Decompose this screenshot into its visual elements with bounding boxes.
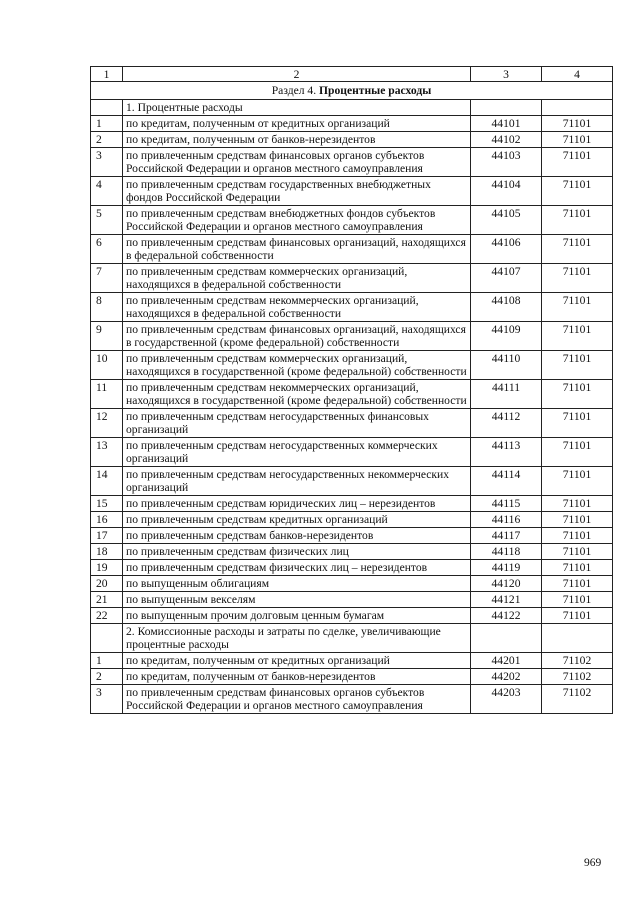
account-code: 44114 — [471, 467, 542, 496]
row-number: 17 — [91, 528, 123, 544]
section-title: Процентные расходы — [319, 84, 432, 97]
group-number-cell — [91, 624, 123, 653]
group-title: 1. Процентные расходы — [123, 100, 471, 116]
row-description: по выпущенным векселям — [123, 592, 471, 608]
symbol-code: 71101 — [542, 576, 613, 592]
group-heading-row — [91, 100, 613, 116]
table-row — [91, 528, 613, 544]
table-row — [91, 608, 613, 624]
row-description: по привлеченным средствам некоммерческих организаций, находящихся в государственной (кроме федеральной) собственности — [123, 380, 471, 409]
section-heading — [91, 82, 613, 100]
row-number: 1 — [91, 653, 123, 669]
symbol-code: 71101 — [542, 608, 613, 624]
symbol-code: 71102 — [542, 685, 613, 714]
row-number: 8 — [91, 293, 123, 322]
table-row — [91, 685, 613, 714]
row-number: 12 — [91, 409, 123, 438]
row-description: по привлеченным средствам физических лиц — [123, 544, 471, 560]
symbol-code: 71101 — [542, 177, 613, 206]
table-row — [91, 409, 613, 438]
account-code: 44201 — [471, 653, 542, 669]
row-number: 13 — [91, 438, 123, 467]
row-description: по привлеченным средствам юридических лиц – нерезидентов — [123, 496, 471, 512]
row-description: по привлеченным средствам банков-нерезидентов — [123, 528, 471, 544]
row-description: по кредитам, полученным от банков-нерезидентов — [123, 669, 471, 685]
row-number: 5 — [91, 206, 123, 235]
column-header-3: 3 — [471, 67, 542, 82]
row-number: 7 — [91, 264, 123, 293]
group-code-cell — [542, 100, 613, 116]
symbol-code: 71101 — [542, 592, 613, 608]
table-row — [91, 653, 613, 669]
row-description: по привлеченным средствам финансовых организаций, находящихся в федеральной собственности — [123, 235, 471, 264]
row-description: по привлеченным средствам коммерческих организаций, находящихся в федеральной собственности — [123, 264, 471, 293]
symbol-code: 71101 — [542, 560, 613, 576]
account-code: 44106 — [471, 235, 542, 264]
account-code: 44108 — [471, 293, 542, 322]
row-number: 21 — [91, 592, 123, 608]
row-number: 6 — [91, 235, 123, 264]
table-row — [91, 576, 613, 592]
row-number: 14 — [91, 467, 123, 496]
classification-table — [90, 66, 613, 714]
account-code: 44121 — [471, 592, 542, 608]
table-row — [91, 235, 613, 264]
row-description: по привлеченным средствам негосударственных финансовых организаций — [123, 409, 471, 438]
group-code-cell — [471, 100, 542, 116]
account-code: 44119 — [471, 560, 542, 576]
section-prefix: Раздел 4. — [271, 84, 317, 97]
symbol-code: 71101 — [542, 235, 613, 264]
account-code: 44202 — [471, 669, 542, 685]
row-number: 10 — [91, 351, 123, 380]
column-header-2: 2 — [123, 67, 471, 82]
symbol-code: 71101 — [542, 409, 613, 438]
row-description: по привлеченным средствам государственных внебюджетных фондов Российской Федерации — [123, 177, 471, 206]
account-code: 44117 — [471, 528, 542, 544]
row-number: 16 — [91, 512, 123, 528]
group-code-cell — [542, 624, 613, 653]
row-description: по выпущенным прочим долговым ценным бумагам — [123, 608, 471, 624]
row-number: 11 — [91, 380, 123, 409]
table-body — [91, 67, 613, 714]
row-description: по выпущенным облигациям — [123, 576, 471, 592]
symbol-code: 71101 — [542, 116, 613, 132]
row-number: 4 — [91, 177, 123, 206]
table-row — [91, 148, 613, 177]
table-row — [91, 116, 613, 132]
account-code: 44112 — [471, 409, 542, 438]
row-number: 22 — [91, 608, 123, 624]
table-row — [91, 177, 613, 206]
row-number: 19 — [91, 560, 123, 576]
account-code: 44120 — [471, 576, 542, 592]
account-code: 44103 — [471, 148, 542, 177]
symbol-code: 71101 — [542, 206, 613, 235]
account-code: 44116 — [471, 512, 542, 528]
table-row — [91, 438, 613, 467]
table-row — [91, 544, 613, 560]
row-description: по привлеченным средствам кредитных организаций — [123, 512, 471, 528]
row-number: 15 — [91, 496, 123, 512]
table-row — [91, 512, 613, 528]
row-description: по привлеченным средствам негосударственных некоммерческих организаций — [123, 467, 471, 496]
row-number: 2 — [91, 669, 123, 685]
symbol-code: 71101 — [542, 380, 613, 409]
account-code: 44122 — [471, 608, 542, 624]
page-number: 969 — [584, 857, 602, 869]
symbol-code: 71101 — [542, 264, 613, 293]
symbol-code: 71101 — [542, 496, 613, 512]
table-row — [91, 380, 613, 409]
table-row — [91, 206, 613, 235]
table-row — [91, 592, 613, 608]
account-code: 44118 — [471, 544, 542, 560]
column-header-1: 1 — [91, 67, 123, 82]
account-code: 44203 — [471, 685, 542, 714]
row-description: по привлеченным средствам некоммерческих организаций, находящихся в федеральной собственности — [123, 293, 471, 322]
table-row — [91, 322, 613, 351]
group-heading-row — [91, 624, 613, 653]
table-row — [91, 560, 613, 576]
symbol-code: 71102 — [542, 653, 613, 669]
symbol-code: 71101 — [542, 438, 613, 467]
account-code: 44115 — [471, 496, 542, 512]
row-description: по кредитам, полученным от кредитных организаций — [123, 116, 471, 132]
account-code: 44104 — [471, 177, 542, 206]
symbol-code: 71102 — [542, 669, 613, 685]
symbol-code: 71101 — [542, 132, 613, 148]
account-code: 44109 — [471, 322, 542, 351]
group-number-cell — [91, 100, 123, 116]
table-row — [91, 669, 613, 685]
row-description: по привлеченным средствам физических лиц – нерезидентов — [123, 560, 471, 576]
table-row — [91, 264, 613, 293]
section-heading-row — [91, 82, 613, 100]
account-code: 44113 — [471, 438, 542, 467]
column-header-4: 4 — [542, 67, 613, 82]
account-code: 44105 — [471, 206, 542, 235]
table-row — [91, 496, 613, 512]
row-number: 3 — [91, 685, 123, 714]
row-number: 20 — [91, 576, 123, 592]
row-description: по привлеченным средствам негосударственных коммерческих организаций — [123, 438, 471, 467]
account-code: 44110 — [471, 351, 542, 380]
symbol-code: 71101 — [542, 512, 613, 528]
table-row — [91, 132, 613, 148]
symbol-code: 71101 — [542, 467, 613, 496]
group-code-cell — [471, 624, 542, 653]
row-description: по привлеченным средствам финансовых органов субъектов Российской Федерации и органов местного самоуправления — [123, 685, 471, 714]
row-description: по кредитам, полученным от кредитных организаций — [123, 653, 471, 669]
symbol-code: 71101 — [542, 528, 613, 544]
account-code: 44102 — [471, 132, 542, 148]
table-row — [91, 351, 613, 380]
account-code: 44101 — [471, 116, 542, 132]
symbol-code: 71101 — [542, 322, 613, 351]
row-number: 18 — [91, 544, 123, 560]
row-description: по привлеченным средствам финансовых органов субъектов Российской Федерации и органов местного самоуправления — [123, 148, 471, 177]
row-description: по привлеченным средствам внебюджетных фондов субъектов Российской Федерации и органов местного самоуправления — [123, 206, 471, 235]
row-number: 2 — [91, 132, 123, 148]
row-description: по привлеченным средствам коммерческих организаций, находящихся в государственной (кроме федеральной) собственности — [123, 351, 471, 380]
account-code: 44111 — [471, 380, 542, 409]
column-header-row — [91, 67, 613, 82]
symbol-code: 71101 — [542, 351, 613, 380]
row-number: 3 — [91, 148, 123, 177]
symbol-code: 71101 — [542, 544, 613, 560]
symbol-code: 71101 — [542, 293, 613, 322]
table-row — [91, 293, 613, 322]
account-code: 44107 — [471, 264, 542, 293]
row-number: 9 — [91, 322, 123, 351]
group-title: 2. Комиссионные расходы и затраты по сделке, увеличивающие процентные расходы — [123, 624, 471, 653]
row-description: по привлеченным средствам финансовых организаций, находящихся в государственной (кроме федеральной) собственности — [123, 322, 471, 351]
row-number: 1 — [91, 116, 123, 132]
row-description: по кредитам, полученным от банков-нерезидентов — [123, 132, 471, 148]
table-row — [91, 467, 613, 496]
symbol-code: 71101 — [542, 148, 613, 177]
